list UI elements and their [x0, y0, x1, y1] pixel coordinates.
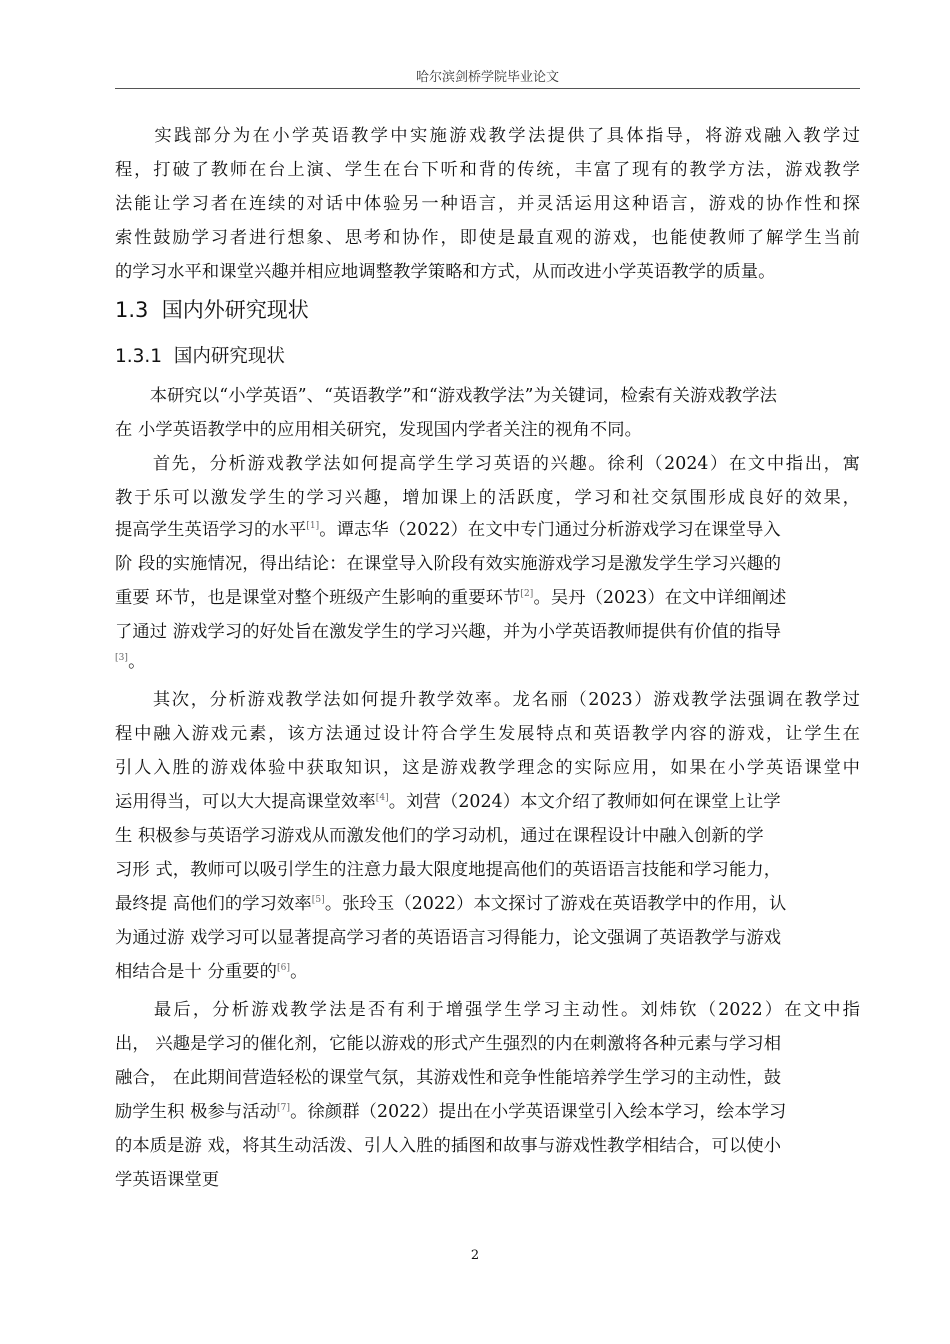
page-number: 2: [470, 1248, 480, 1263]
paragraph-line: [115, 962, 860, 982]
paragraph-line: 程，打破了教师在台上演、学生在台下听和背的传统，丰富了现有的教学方法，游戏教学: [115, 160, 860, 180]
paragraph-line: [115, 894, 860, 914]
paragraph-line: [115, 588, 860, 608]
line-text: 。张玲玉（2022）本文探讨了游戏在英语教学中的作用，认: [324, 894, 787, 914]
paragraph-line: 法能让学习者在连续的对话中体验另一种语言，并灵活运用这种语言，游戏的协作性和探: [115, 194, 860, 214]
paragraph-line: [115, 652, 860, 672]
paragraph-line: 程中融入游戏元素，该方法通过设计符合学生发展特点和英语教学内容的游戏，让学生在: [115, 724, 860, 744]
line-text: 相结合是十 分重要的: [115, 962, 278, 982]
paragraph-line: 融合， 在此期间营造轻松的课堂气氛，其游戏性和竞争性能培养学生学习的主动性，鼓: [115, 1068, 782, 1088]
paragraph-line: [115, 520, 860, 540]
section-number: 1.3: [115, 298, 149, 322]
citation: [4]: [375, 793, 389, 803]
paragraph-line: 生 积极参与英语学习游戏从而激发他们的学习动机，通过在课程设计中融入创新的学: [115, 826, 764, 846]
line-text: 。吴丹（2023）在文中详细阐述: [533, 588, 787, 608]
paragraph-line: 引人入胜的游戏体验中获取知识，这是游戏教学理念的实际应用，如果在小学英语课堂中: [115, 758, 860, 778]
subsection-title: 国内研究现状: [173, 346, 285, 367]
paragraph-line: 在 小学英语教学中的应用相关研究，发现国内学者关注的视角不同。: [115, 420, 643, 440]
paragraph-line: 教于乐可以激发学生的学习兴趣，增加课上的活跃度，学习和社交氛围形成良好的效果，: [115, 488, 860, 508]
paragraph-line: 首先，分析游戏教学法如何提高学生学习英语的兴趣。徐利（2024）在文中指出，寓: [115, 454, 860, 474]
citation: [7]: [277, 1103, 291, 1113]
line-text: 。谭志华（2022）在文中专门通过分析游戏学习在课堂导入: [319, 520, 781, 540]
citation: [5]: [311, 895, 325, 905]
citation: [1]: [306, 521, 320, 531]
line-text: 最终提 高他们的学习效率: [115, 894, 312, 914]
paragraph-line: 出， 兴趣是学习的催化剂，它能以游戏的形式产生强烈的内在刺激将各种元素与学习相: [115, 1034, 782, 1054]
paragraph-line: 实践部分为在小学英语教学中实施游戏教学法提供了具体指导，将游戏融入教学过: [115, 126, 860, 146]
line-text: 运用得当，可以大大提高课堂效率: [115, 792, 376, 812]
subsection-number: 1.3.1: [115, 346, 163, 367]
header-rule: [115, 88, 860, 89]
paragraph-line: 最后，分析游戏教学法是否有利于增强学生学习主动性。刘炜钦（2022）在文中指: [115, 1000, 860, 1020]
paragraph-line: 习形 式，教师可以吸引学生的注意力最大限度地提高他们的英语语言技能和学习能力，: [115, 860, 782, 880]
line-text: 。徐颜群（2022）提出在小学英语课堂引入绘本学习，绘本学习: [290, 1102, 787, 1122]
paragraph-line: 的本质是游 戏，将其生动活泼、引人入胜的插图和故事与游戏性教学相结合，可以使小: [115, 1136, 782, 1156]
line-text: 。: [128, 652, 146, 672]
citation: [2]: [520, 589, 534, 599]
line-text: 重要 环节，也是课堂对整个班级产生影响的重要环节: [115, 588, 521, 608]
paragraph-line: 的学习水平和课堂兴趣并相应地调整教学策略和方式，从而改进小学英语教学的质量。: [115, 262, 776, 282]
paragraph-line: [115, 792, 860, 812]
citation: [3]: [115, 653, 129, 663]
citation: [6]: [277, 963, 291, 973]
paragraph-line: 学英语课堂更: [115, 1170, 220, 1190]
paragraph-line: 阶 段的实施情况，得出结论：在课堂导入阶段有效实施游戏学习是激发学生学习兴趣的: [115, 554, 782, 574]
subsection-heading: [115, 342, 285, 368]
line-text: 。刘营（2024）本文介绍了教师如何在课堂上让学: [388, 792, 781, 812]
line-text: 。: [290, 962, 308, 982]
paragraph-line: 了通过 游戏学习的好处旨在激发学生的学习兴趣，并为小学英语教师提供有价值的指导: [115, 622, 782, 642]
paragraph-line: 为通过游 戏学习可以显著提高学习者的英语语言习得能力，论文强调了英语教学与游戏: [115, 928, 782, 948]
paragraph-line: 索性鼓励学习者进行想象、思考和协作，即使是最直观的游戏，也能使教师了解学生当前: [115, 228, 860, 248]
paragraph-line: 其次，分析游戏教学法如何提升教学效率。龙名丽（2023）游戏教学法强调在教学过: [115, 690, 860, 710]
paragraph-line: 本研究以“小学英语”、“英语教学”和“游戏教学法”为关键词，检索有关游戏教学法: [115, 386, 777, 406]
page-header-title: 哈尔滨剑桥学院毕业论文: [415, 70, 559, 85]
line-text: 励学生积 极参与活动: [115, 1102, 278, 1122]
paragraph-line: [115, 1102, 860, 1122]
line-text: 提高学生英语学习的水平: [115, 520, 307, 540]
section-title: 国内外研究现状: [161, 298, 309, 322]
section-heading: [115, 294, 309, 324]
